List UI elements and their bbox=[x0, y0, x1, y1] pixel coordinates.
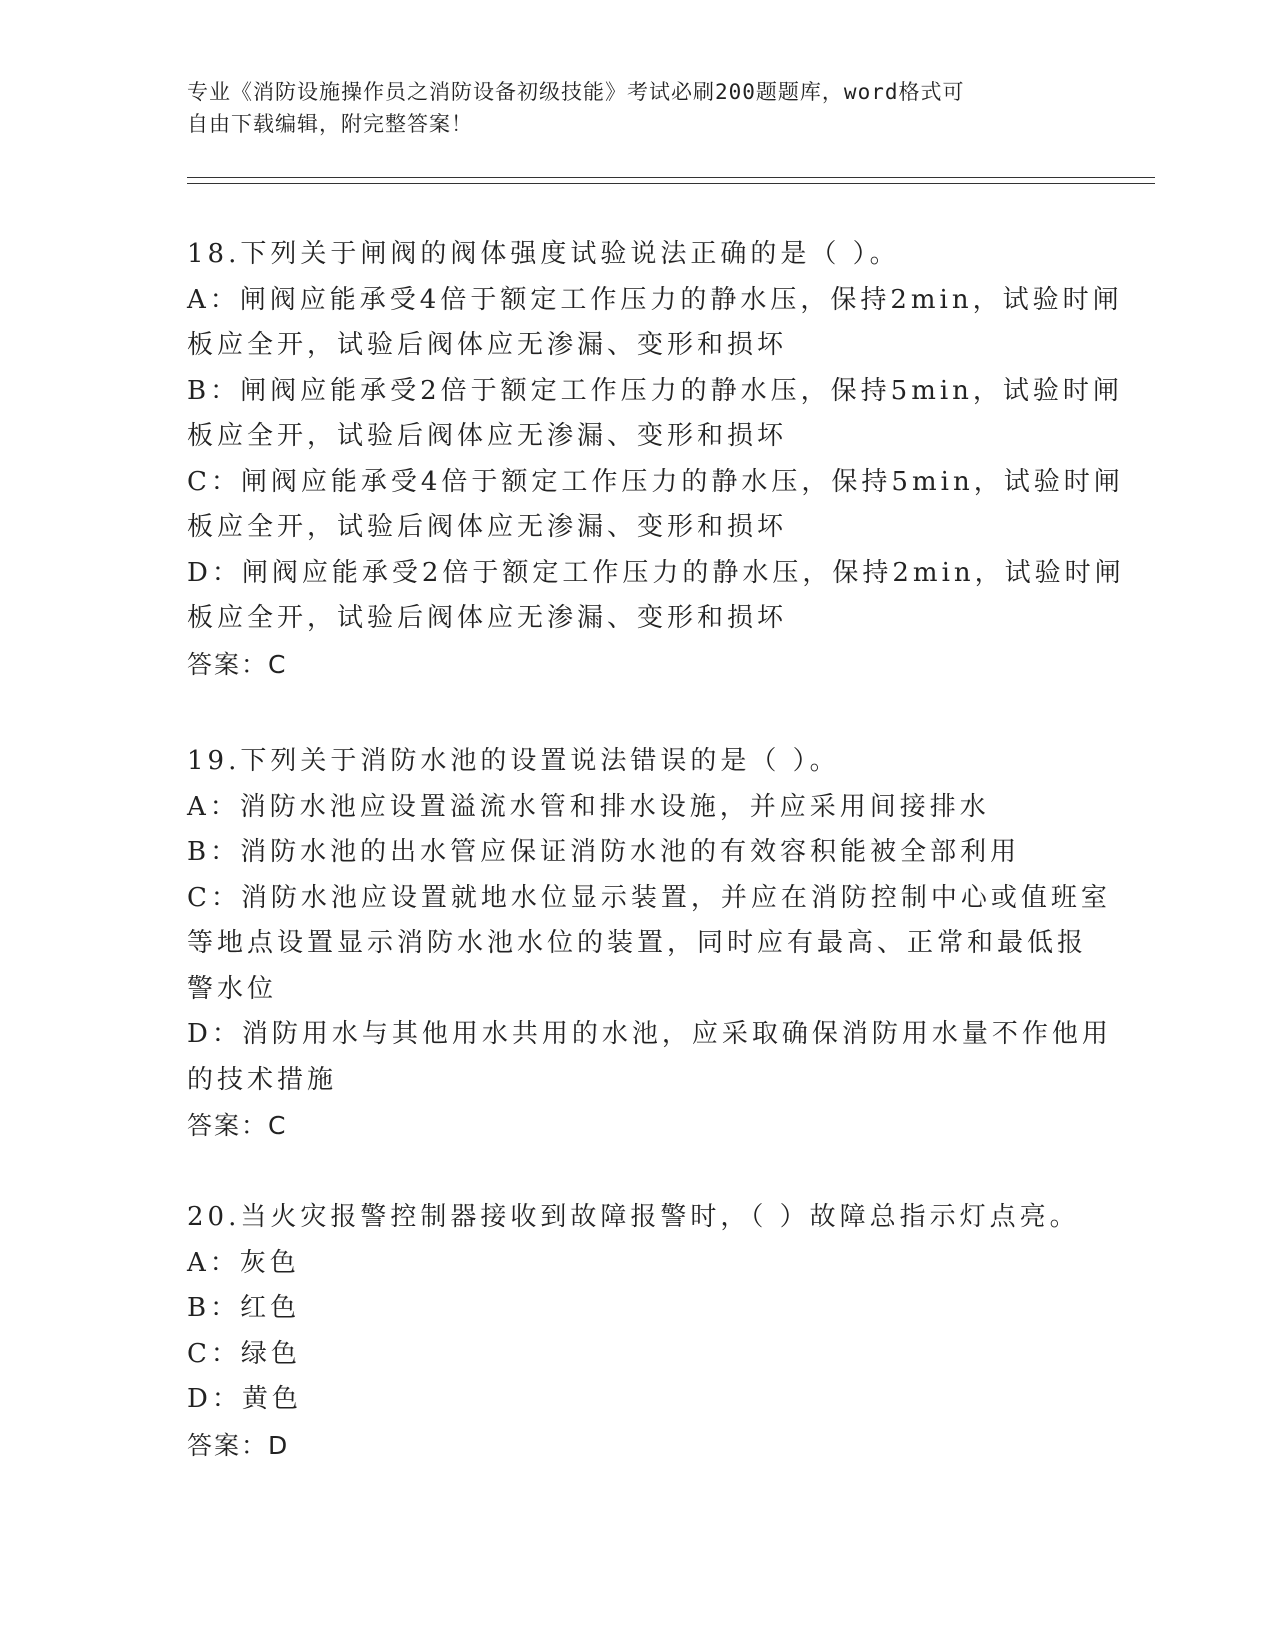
answer: 答案：D bbox=[187, 1430, 290, 1460]
option-d bbox=[187, 1377, 1087, 1423]
option-text: B：红色 bbox=[187, 1293, 301, 1323]
option-c bbox=[187, 460, 1124, 551]
option-text: D：闸阀应能承受2倍于额定工作压力的静水压，保持2min，试验时闸 bbox=[187, 557, 1125, 588]
option-a bbox=[187, 1241, 1087, 1287]
header-line-1: 专业《消防设施操作员之消防设备初级技能》考试必刷200题题库，word格式可 bbox=[187, 80, 965, 104]
question-18 bbox=[187, 232, 1125, 687]
header-divider-top bbox=[187, 177, 1155, 178]
option-text-continued: 板应全开，试验后阀体应无渗漏、变形和损坏 bbox=[187, 421, 788, 451]
option-text: A：灰色 bbox=[187, 1247, 300, 1278]
option-c bbox=[187, 876, 1111, 1013]
option-b bbox=[187, 369, 1123, 460]
option-text: A：消防水池应设置溢流水管和排水设施，并应采用间接排水 bbox=[187, 791, 990, 822]
option-a bbox=[187, 785, 1087, 831]
option-text: C：绿色 bbox=[187, 1338, 301, 1369]
option-text: D：消防用水与其他用水共用的水池，应采取确保消防用水量不作他用 bbox=[187, 1019, 1112, 1049]
option-text-continued: 的技术措施 bbox=[187, 1064, 338, 1095]
question-20 bbox=[187, 1195, 1087, 1468]
answer: 答案：C bbox=[187, 1111, 288, 1140]
document-header bbox=[187, 76, 1067, 140]
option-text: B：闸阀应能承受2倍于额定工作压力的静水压，保持5min，试验时闸 bbox=[187, 375, 1123, 406]
option-text-continued: 等地点设置显示消防水池水位的装置，同时应有最高、正常和最低报 bbox=[187, 928, 1088, 958]
option-text-continued: 板应全开，试验后阀体应无渗漏、变形和损坏 bbox=[187, 330, 788, 360]
question-stem: 20.当火灾报警控制器接收到故障报警时，（ ）故障总指示灯点亮。 bbox=[187, 1202, 1080, 1232]
option-c bbox=[187, 1332, 1087, 1378]
option-text: B：消防水池的出水管应保证消防水池的有效容积能被全部利用 bbox=[187, 837, 1021, 867]
question-stem: 18.下列关于闸阀的阀体强度试验说法正确的是（ ）。 bbox=[187, 239, 900, 269]
option-text: A：闸阀应能承受4倍于额定工作压力的静水压，保持2min，试验时闸 bbox=[187, 284, 1123, 315]
option-text-continued: 板应全开，试验后阀体应无渗漏、变形和损坏 bbox=[187, 512, 788, 542]
option-d bbox=[187, 551, 1125, 642]
option-text: C：消防水池应设置就地水位显示装置，并应在消防控制中心或值班室 bbox=[187, 882, 1111, 913]
answer: 答案：C bbox=[187, 649, 288, 679]
option-d bbox=[187, 1012, 1112, 1103]
option-b bbox=[187, 1286, 1087, 1332]
header-line-2: 自由下载编辑，附完整答案！ bbox=[187, 112, 473, 136]
question-stem: 19.下列关于消防水池的设置说法错误的是（ ）。 bbox=[187, 746, 840, 776]
header-divider-bottom bbox=[187, 183, 1155, 184]
option-text: C：闸阀应能承受4倍于额定工作压力的静水压，保持5min，试验时闸 bbox=[187, 466, 1124, 497]
question-19 bbox=[187, 739, 1112, 1149]
option-a bbox=[187, 278, 1123, 369]
option-b bbox=[187, 830, 1087, 876]
option-text-continued: 警水位 bbox=[187, 973, 278, 1004]
option-text: D：黄色 bbox=[187, 1384, 302, 1414]
option-text-continued: 板应全开，试验后阀体应无渗漏、变形和损坏 bbox=[187, 603, 788, 633]
